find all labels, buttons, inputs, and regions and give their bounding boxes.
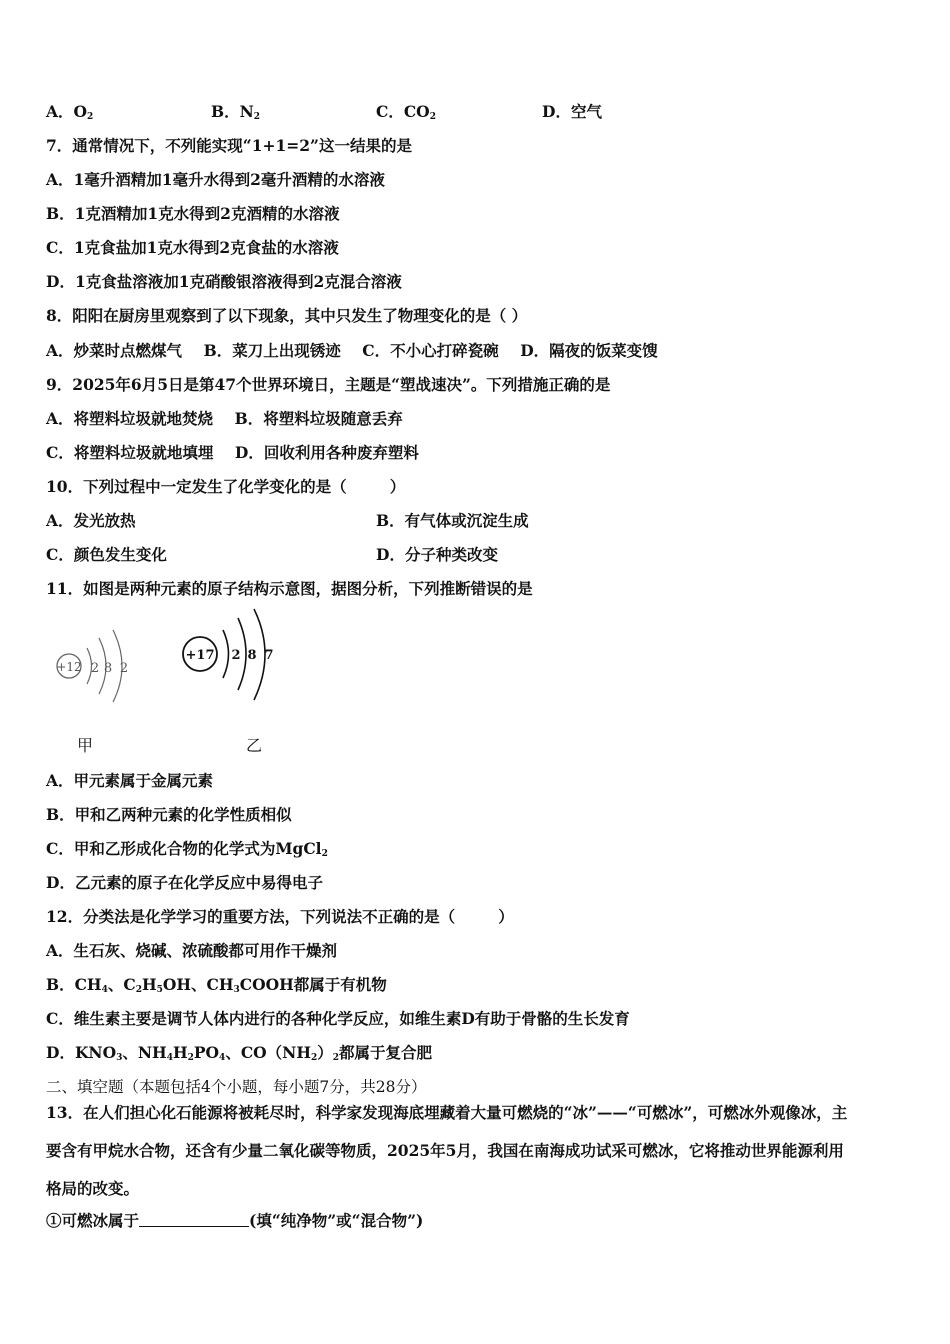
- q8-stem: 8．阳阳在厨房里观察到了以下现象，其中只发生了物理变化的是（ ）: [46, 306, 528, 325]
- q13-line-1: 13．在人们担心化石能源将被耗尽时，科学家发现海底埋藏着大量可燃烧的“冰”——“可燃冰”，可燃冰外观像冰，主: [46, 1103, 848, 1122]
- caption-jia: 甲: [77, 736, 94, 755]
- q9-options-ab: A．将塑料垃圾就地焚烧 B．将塑料垃圾随意丢弃: [46, 409, 403, 428]
- q12-stem: 12．分类法是化学学习的重要方法，下列说法不正确的是（ ）: [46, 907, 514, 926]
- q6-option-c: C．$CO_2$: [376, 102, 436, 122]
- q12-option-d: D．$KNO_3$、$NH_4H_2PO_4$、$CO(NH_2)_2$都属于复合肥: [46, 1043, 433, 1063]
- q7-stem: 7．通常情况下，不列能实现“1+1=2”这一结果的是: [46, 136, 412, 155]
- q11-option-a: A．甲元素属于金属元素: [46, 771, 214, 790]
- q11-option-d: D．乙元素的原子在化学反应中易得电子: [46, 873, 323, 892]
- shell-arc-1: [223, 630, 229, 678]
- q12-option-a: A．生石灰、烧碱、浓硫酸都可用作干燥剂: [46, 941, 338, 960]
- q6-option-a: A．$O_2$: [46, 102, 94, 122]
- q10-option-c: C．颜色发生变化: [46, 545, 167, 564]
- q12-option-b: B．$CH_4$、$C_2H_5OH$、$CH_3COOH$都属于有机物: [46, 975, 387, 995]
- shell-count-3: 2: [119, 661, 129, 676]
- q10-option-b: B．有气体或沉淀生成: [376, 511, 529, 530]
- q13-line-2: 要含有甲烷水合物，还含有少量二氧化碳等物质，2025年5月，我国在南海成功试采可燃冰，它将推动世界能源利用: [46, 1141, 844, 1160]
- q8-options: A．炒菜时点燃煤气 B．菜刀上出现锈迹 C．不小心打碎瓷碗 D．隔夜的饭菜变馊: [46, 341, 658, 360]
- shell-count-2: 8: [103, 661, 113, 676]
- q7-option-c: C．1克食盐加1克水得到2克食盐的水溶液: [46, 238, 339, 257]
- q11-stem: 11．如图是两种元素的原子结构示意图，据图分析，下列推断错误的是: [46, 579, 533, 598]
- q9-options-cd: C．将塑料垃圾就地填埋 D．回收利用各种废弃塑料: [46, 443, 419, 462]
- nucleus-charge: +17: [185, 648, 215, 663]
- q10-option-d: D．分子种类改变: [376, 545, 498, 564]
- answer-blank[interactable]: [139, 1212, 249, 1227]
- q7-option-b: B．1克酒精加1克水得到2克酒精的水溶液: [46, 204, 340, 223]
- q9-stem: 9．2025年6月5日是第47个世界环境日，主题是“塑战速决”。下列措施正确的是: [46, 375, 611, 394]
- q10-option-a: A．发光放热: [46, 511, 136, 530]
- q11-option-b: B．甲和乙两种元素的化学性质相似: [46, 805, 292, 824]
- q11-option-c: C．甲和乙形成化合物的化学式为MgCl$_2$: [46, 839, 328, 859]
- shell-count-3: 7: [264, 648, 274, 663]
- q6-option-b: B．$N_2$: [211, 102, 261, 122]
- q10-stem: 10．下列过程中一定发生了化学变化的是（ ）: [46, 477, 406, 496]
- q12-option-c: C．维生素主要是调节人体内进行的各种化学反应，如维生素D有助于骨骼的生长发育: [46, 1009, 630, 1028]
- atom-structure-yi: [176, 606, 280, 706]
- section-heading-fill-in: 二、填空题（本题包括4个小题，每小题7分，共28分）: [46, 1078, 427, 1096]
- q7-option-a: A．1毫升酒精加1毫升水得到2毫升酒精的水溶液: [46, 170, 385, 189]
- caption-yi: 乙: [246, 736, 263, 755]
- q13-line-3: 格局的改变。: [46, 1179, 140, 1198]
- atom-structure-jia: [50, 622, 140, 708]
- q7-option-d: D．1克食盐溶液加1克硝酸银溶液得到2克混合溶液: [46, 272, 402, 291]
- nucleus-charge: +12: [56, 660, 82, 674]
- shell-count-2: 8: [247, 648, 257, 663]
- shell-count-1: 2: [231, 648, 241, 663]
- shell-count-1: 2: [90, 661, 100, 676]
- q13-sub-1: ①可燃冰属于 (填“纯净物”或“混合物”): [46, 1211, 424, 1230]
- q6-option-d: D．空气: [542, 102, 602, 121]
